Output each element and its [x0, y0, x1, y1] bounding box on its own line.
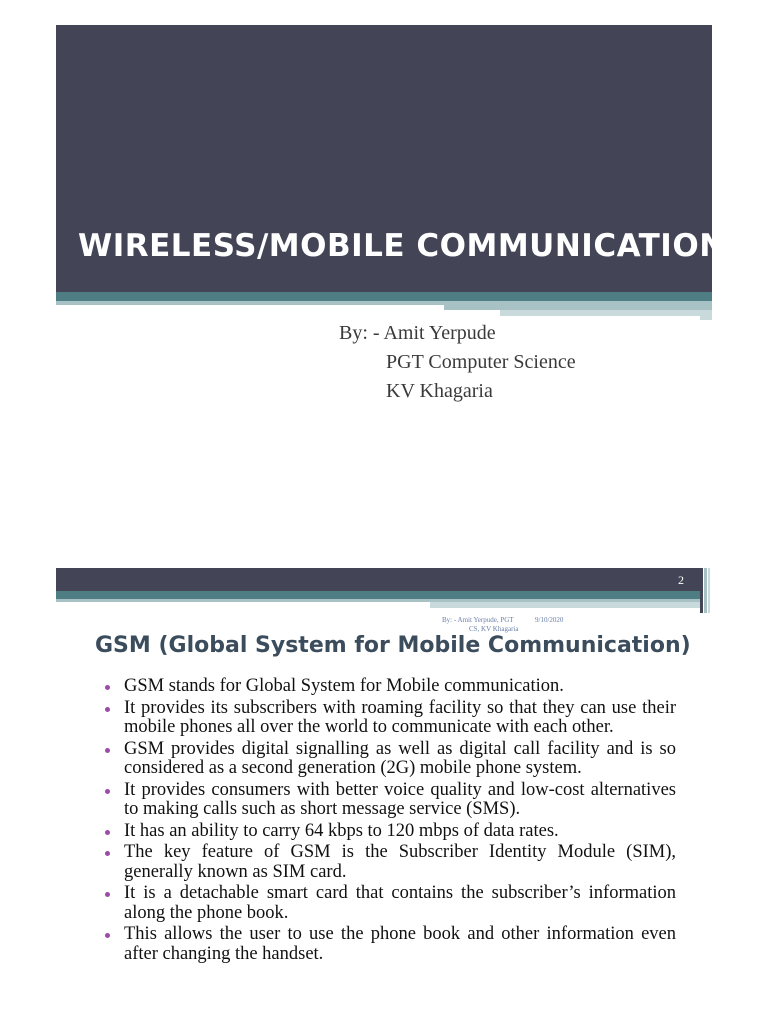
- list-item: [104, 781, 676, 820]
- bullet-icon: [105, 851, 110, 856]
- byline-school: KV Khagaria: [386, 380, 493, 402]
- list-item: [104, 884, 676, 923]
- list-item: [104, 677, 676, 697]
- bullet-icon: [105, 685, 110, 690]
- slide2-header-band: [56, 568, 700, 591]
- bullet-text: It has an ability to carry 64 kbps to 120 mbps of data rates.: [124, 820, 559, 841]
- list-item: [104, 925, 676, 964]
- byline-author: By: - Amit Yerpude: [339, 322, 496, 344]
- bullet-icon: [105, 707, 110, 712]
- bullet-text: It provides its subscribers with roaming facility so that they can use their mobile phones all over the world to communicate with each other.: [124, 697, 676, 737]
- slide2-title: GSM (Global System for Mobile Communication): [95, 633, 691, 658]
- footer-author-line2: CS, KV Khagaria: [469, 625, 519, 633]
- list-item: [104, 740, 676, 779]
- slide1-title: WIRELESS/MOBILE COMMUNICATION: [78, 228, 726, 264]
- bullet-text: It provides consumers with better voice quality and low-cost alternatives to making calls such as short message service (SMS).: [124, 779, 676, 819]
- bullet-text: It is a detachable smart card that contains the subscriber’s information along the phone book.: [124, 883, 676, 923]
- bullet-icon: [105, 892, 110, 897]
- bullet-text: This allows the user to use the phone book and other information even after changing the handset.: [124, 924, 676, 964]
- list-item: [104, 843, 676, 882]
- slide-number: 2: [678, 573, 684, 587]
- list-item: [104, 699, 676, 738]
- list-item: [104, 822, 676, 842]
- bullet-text: GSM provides digital signalling as well as digital call facility and is so considered as a second generation (2G) mobile phone system.: [124, 738, 676, 778]
- bullet-list: [104, 677, 676, 966]
- bullet-text: The key feature of GSM is the Subscriber Identity Module (SIM), generally known as SIM card.: [124, 842, 676, 882]
- bullet-icon: [105, 830, 110, 835]
- footer-date: 9/10/2020: [535, 616, 564, 624]
- bullet-text: GSM stands for Global System for Mobile communication.: [124, 676, 564, 696]
- bullet-icon: [105, 748, 110, 753]
- footer-author-line1: By: - Amit Yerpude, PGT: [442, 616, 514, 624]
- bullet-icon: [105, 789, 110, 794]
- bullet-icon: [105, 933, 110, 938]
- byline-designation: PGT Computer Science: [386, 351, 576, 373]
